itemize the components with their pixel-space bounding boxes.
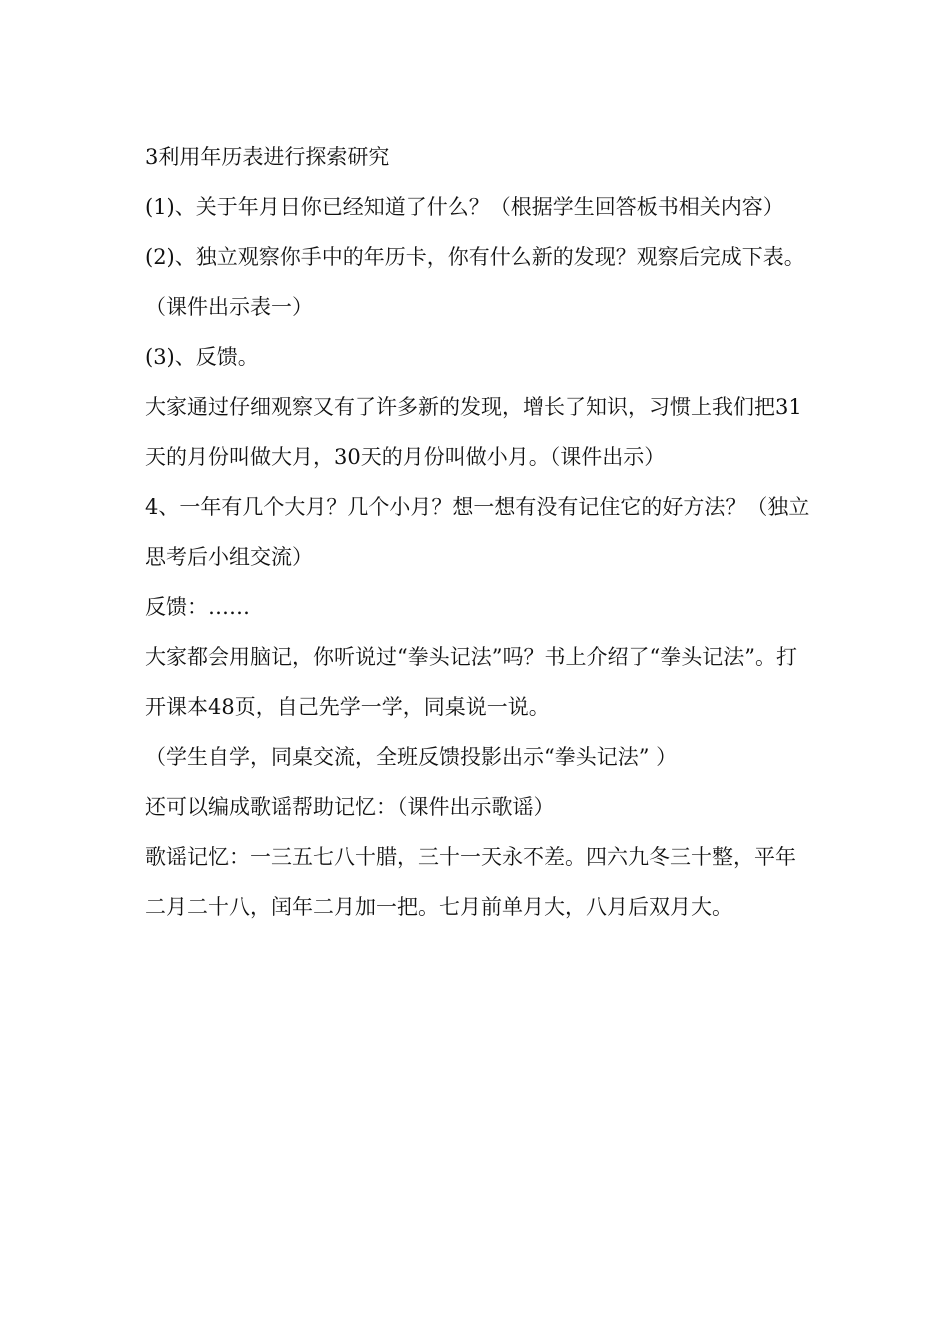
paragraph: 歌谣记忆：一三五七八十腊，三十一天永不差。四六九冬三十整，平年二月二十八，闰年二月加一把。七月前单月大，八月后双月大。 (145, 845, 796, 919)
paragraph: 大家都会用脑记，你听说过“拳头记法”吗？书上介绍了“拳头记法”。打开课本48页，自己先学一学，同桌说一说。 (145, 645, 797, 719)
paragraph: 还可以编成歌谣帮助记忆：（课件出示歌谣） (145, 795, 555, 819)
paragraph: 反馈：…… (145, 595, 250, 619)
paragraph: (3)、反馈。 (145, 345, 259, 369)
section-heading: 3利用年历表进行探索研究 (145, 145, 390, 169)
paragraph: (1)、关于年月日你已经知道了什么？（根据学生回答板书相关内容） (145, 195, 784, 219)
paragraph: (2)、独立观察你手中的年历卡，你有什么新的发现？观察后完成下表。（课件出示表一） (145, 245, 805, 319)
paragraph: 大家通过仔细观察又有了许多新的发现，增长了知识，习惯上我们把31天的月份叫做大月，30天的月份叫做小月。（课件出示） (145, 395, 802, 469)
paragraph: 4、一年有几个大月？几个小月？想一想有没有记住它的好方法？（独立思考后小组交流） (145, 495, 810, 569)
paragraph: （学生自学，同桌交流，全班反馈投影出示“拳头记法” ） (145, 745, 678, 769)
document-body (145, 132, 810, 932)
